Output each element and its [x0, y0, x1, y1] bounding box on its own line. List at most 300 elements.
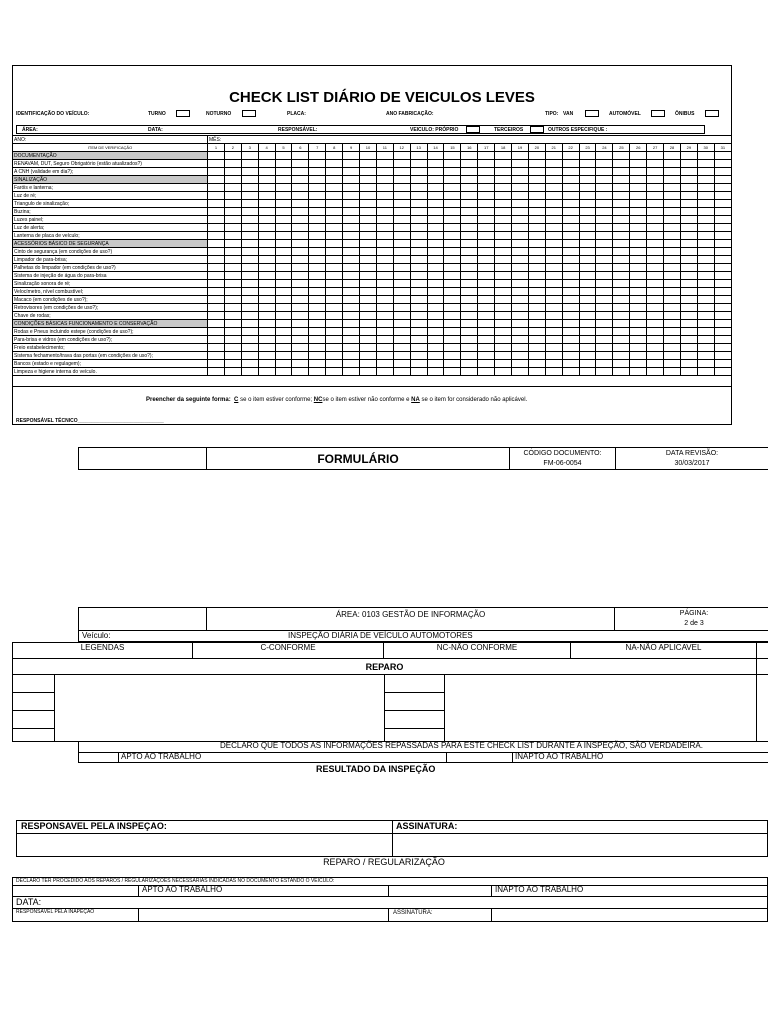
day-check-cell[interactable]: [512, 320, 529, 328]
day-check-cell[interactable]: [613, 280, 630, 288]
day-check-cell[interactable]: [680, 320, 697, 328]
day-check-cell[interactable]: [596, 192, 613, 200]
day-check-cell[interactable]: [326, 360, 343, 368]
day-check-cell[interactable]: [680, 344, 697, 352]
day-check-cell[interactable]: [613, 328, 630, 336]
day-check-cell[interactable]: [647, 320, 664, 328]
day-check-cell[interactable]: [630, 232, 647, 240]
day-check-cell[interactable]: [343, 192, 360, 200]
day-check-cell[interactable]: [495, 352, 512, 360]
day-check-cell[interactable]: [512, 168, 529, 176]
day-check-cell[interactable]: [495, 360, 512, 368]
day-check-cell[interactable]: [697, 168, 714, 176]
day-check-cell[interactable]: [562, 344, 579, 352]
day-check-cell[interactable]: [444, 232, 461, 240]
day-check-cell[interactable]: [275, 288, 292, 296]
day-check-cell[interactable]: [376, 272, 393, 280]
day-check-cell[interactable]: [258, 312, 275, 320]
day-check-cell[interactable]: [275, 296, 292, 304]
day-check-cell[interactable]: [495, 296, 512, 304]
day-check-cell[interactable]: [579, 176, 596, 184]
day-check-cell[interactable]: [309, 288, 326, 296]
day-check-cell[interactable]: [208, 224, 225, 232]
day-check-cell[interactable]: [376, 240, 393, 248]
day-check-cell[interactable]: [613, 216, 630, 224]
day-check-cell[interactable]: [275, 280, 292, 288]
day-check-cell[interactable]: [562, 184, 579, 192]
day-check-cell[interactable]: [613, 240, 630, 248]
day-check-cell[interactable]: [326, 256, 343, 264]
day-check-cell[interactable]: [647, 160, 664, 168]
day-check-cell[interactable]: [478, 160, 495, 168]
day-check-cell[interactable]: [360, 160, 377, 168]
day-check-cell[interactable]: [208, 192, 225, 200]
day-check-cell[interactable]: [444, 224, 461, 232]
day-check-cell[interactable]: [224, 248, 241, 256]
day-check-cell[interactable]: [714, 352, 731, 360]
day-check-cell[interactable]: [258, 248, 275, 256]
day-check-cell[interactable]: [343, 272, 360, 280]
day-check-cell[interactable]: [579, 336, 596, 344]
day-check-cell[interactable]: [258, 272, 275, 280]
day-check-cell[interactable]: [630, 256, 647, 264]
day-check-cell[interactable]: [613, 152, 630, 160]
day-check-cell[interactable]: [613, 176, 630, 184]
day-check-cell[interactable]: [714, 240, 731, 248]
day-check-cell[interactable]: [241, 264, 258, 272]
day-check-cell[interactable]: [241, 288, 258, 296]
day-check-cell[interactable]: [410, 352, 427, 360]
day-check-cell[interactable]: [562, 216, 579, 224]
day-check-cell[interactable]: [461, 200, 478, 208]
day-check-cell[interactable]: [275, 152, 292, 160]
day-check-cell[interactable]: [461, 272, 478, 280]
day-check-cell[interactable]: [444, 304, 461, 312]
day-check-cell[interactable]: [410, 232, 427, 240]
day-check-cell[interactable]: [241, 280, 258, 288]
day-check-cell[interactable]: [630, 224, 647, 232]
day-check-cell[interactable]: [360, 304, 377, 312]
day-check-cell[interactable]: [647, 248, 664, 256]
day-check-cell[interactable]: [714, 152, 731, 160]
day-check-cell[interactable]: [512, 232, 529, 240]
day-check-cell[interactable]: [393, 320, 410, 328]
day-check-cell[interactable]: [697, 216, 714, 224]
day-check-cell[interactable]: [275, 168, 292, 176]
day-check-cell[interactable]: [528, 304, 545, 312]
day-check-cell[interactable]: [495, 272, 512, 280]
day-check-cell[interactable]: [241, 328, 258, 336]
day-check-cell[interactable]: [258, 288, 275, 296]
day-check-cell[interactable]: [360, 152, 377, 160]
day-check-cell[interactable]: [512, 152, 529, 160]
day-check-cell[interactable]: [478, 208, 495, 216]
day-check-cell[interactable]: [478, 192, 495, 200]
day-check-cell[interactable]: [495, 312, 512, 320]
day-check-cell[interactable]: [326, 304, 343, 312]
day-check-cell[interactable]: [680, 360, 697, 368]
day-check-cell[interactable]: [241, 368, 258, 376]
day-check-cell[interactable]: [275, 208, 292, 216]
day-check-cell[interactable]: [478, 232, 495, 240]
day-check-cell[interactable]: [478, 184, 495, 192]
day-check-cell[interactable]: [326, 312, 343, 320]
day-check-cell[interactable]: [596, 240, 613, 248]
day-check-cell[interactable]: [427, 296, 444, 304]
day-check-cell[interactable]: [376, 192, 393, 200]
day-check-cell[interactable]: [444, 312, 461, 320]
day-check-cell[interactable]: [427, 288, 444, 296]
day-check-cell[interactable]: [512, 304, 529, 312]
day-check-cell[interactable]: [630, 328, 647, 336]
day-check-cell[interactable]: [410, 216, 427, 224]
day-check-cell[interactable]: [647, 200, 664, 208]
day-check-cell[interactable]: [630, 272, 647, 280]
day-check-cell[interactable]: [427, 320, 444, 328]
day-check-cell[interactable]: [528, 192, 545, 200]
day-check-cell[interactable]: [478, 320, 495, 328]
day-check-cell[interactable]: [512, 216, 529, 224]
day-check-cell[interactable]: [528, 312, 545, 320]
day-check-cell[interactable]: [360, 328, 377, 336]
day-check-cell[interactable]: [478, 248, 495, 256]
day-check-cell[interactable]: [224, 168, 241, 176]
day-check-cell[interactable]: [680, 352, 697, 360]
day-check-cell[interactable]: [562, 248, 579, 256]
day-check-cell[interactable]: [427, 160, 444, 168]
day-check-cell[interactable]: [697, 312, 714, 320]
day-check-cell[interactable]: [596, 312, 613, 320]
day-check-cell[interactable]: [579, 312, 596, 320]
day-check-cell[interactable]: [528, 240, 545, 248]
day-check-cell[interactable]: [664, 280, 681, 288]
day-check-cell[interactable]: [512, 288, 529, 296]
day-check-cell[interactable]: [427, 248, 444, 256]
day-check-cell[interactable]: [512, 176, 529, 184]
day-check-cell[interactable]: [241, 240, 258, 248]
day-check-cell[interactable]: [241, 360, 258, 368]
day-check-cell[interactable]: [613, 368, 630, 376]
day-check-cell[interactable]: [495, 248, 512, 256]
day-check-cell[interactable]: [461, 280, 478, 288]
day-check-cell[interactable]: [258, 216, 275, 224]
day-check-cell[interactable]: [343, 360, 360, 368]
day-check-cell[interactable]: [224, 184, 241, 192]
reparo-left-row-3[interactable]: [12, 710, 55, 729]
day-check-cell[interactable]: [376, 280, 393, 288]
day-check-cell[interactable]: [630, 168, 647, 176]
day-check-cell[interactable]: [478, 256, 495, 264]
day-check-cell[interactable]: [478, 336, 495, 344]
day-check-cell[interactable]: [562, 288, 579, 296]
day-check-cell[interactable]: [596, 152, 613, 160]
day-check-cell[interactable]: [292, 304, 309, 312]
day-check-cell[interactable]: [376, 344, 393, 352]
day-check-cell[interactable]: [427, 256, 444, 264]
day-check-cell[interactable]: [292, 232, 309, 240]
day-check-cell[interactable]: [224, 280, 241, 288]
day-check-cell[interactable]: [630, 288, 647, 296]
day-check-cell[interactable]: [562, 152, 579, 160]
day-check-cell[interactable]: [579, 232, 596, 240]
day-check-cell[interactable]: [410, 296, 427, 304]
day-check-cell[interactable]: [241, 272, 258, 280]
day-check-cell[interactable]: [360, 184, 377, 192]
day-check-cell[interactable]: [208, 168, 225, 176]
day-check-cell[interactable]: [596, 296, 613, 304]
day-check-cell[interactable]: [224, 368, 241, 376]
day-check-cell[interactable]: [343, 216, 360, 224]
day-check-cell[interactable]: [613, 304, 630, 312]
day-check-cell[interactable]: [444, 192, 461, 200]
day-check-cell[interactable]: [680, 304, 697, 312]
day-check-cell[interactable]: [596, 360, 613, 368]
day-check-cell[interactable]: [241, 152, 258, 160]
day-check-cell[interactable]: [714, 224, 731, 232]
day-check-cell[interactable]: [562, 192, 579, 200]
day-check-cell[interactable]: [410, 208, 427, 216]
day-check-cell[interactable]: [292, 184, 309, 192]
day-check-cell[interactable]: [664, 368, 681, 376]
day-check-cell[interactable]: [664, 200, 681, 208]
day-check-cell[interactable]: [360, 240, 377, 248]
day-check-cell[interactable]: [613, 288, 630, 296]
day-check-cell[interactable]: [427, 152, 444, 160]
day-check-cell[interactable]: [208, 248, 225, 256]
day-check-cell[interactable]: [461, 248, 478, 256]
day-check-cell[interactable]: [664, 256, 681, 264]
day-check-cell[interactable]: [545, 272, 562, 280]
day-check-cell[interactable]: [275, 344, 292, 352]
day-check-cell[interactable]: [647, 168, 664, 176]
day-check-cell[interactable]: [461, 312, 478, 320]
day-check-cell[interactable]: [528, 264, 545, 272]
day-check-cell[interactable]: [461, 320, 478, 328]
day-check-cell[interactable]: [714, 272, 731, 280]
day-check-cell[interactable]: [528, 344, 545, 352]
day-check-cell[interactable]: [579, 224, 596, 232]
day-check-cell[interactable]: [326, 248, 343, 256]
day-check-cell[interactable]: [309, 152, 326, 160]
day-check-cell[interactable]: [393, 248, 410, 256]
day-check-cell[interactable]: [697, 176, 714, 184]
day-check-cell[interactable]: [444, 256, 461, 264]
day-check-cell[interactable]: [309, 200, 326, 208]
day-check-cell[interactable]: [647, 304, 664, 312]
day-check-cell[interactable]: [444, 360, 461, 368]
day-check-cell[interactable]: [714, 328, 731, 336]
day-check-cell[interactable]: [495, 336, 512, 344]
day-check-cell[interactable]: [410, 280, 427, 288]
day-check-cell[interactable]: [562, 336, 579, 344]
day-check-cell[interactable]: [393, 312, 410, 320]
day-check-cell[interactable]: [393, 264, 410, 272]
day-check-cell[interactable]: [528, 160, 545, 168]
day-check-cell[interactable]: [714, 192, 731, 200]
day-check-cell[interactable]: [495, 176, 512, 184]
day-check-cell[interactable]: [309, 256, 326, 264]
day-check-cell[interactable]: [562, 256, 579, 264]
reparo-mid-row-1[interactable]: [384, 674, 445, 693]
day-check-cell[interactable]: [275, 264, 292, 272]
day-check-cell[interactable]: [427, 216, 444, 224]
day-check-cell[interactable]: [528, 208, 545, 216]
day-check-cell[interactable]: [664, 160, 681, 168]
day-check-cell[interactable]: [427, 208, 444, 216]
day-check-cell[interactable]: [647, 368, 664, 376]
day-check-cell[interactable]: [562, 352, 579, 360]
day-check-cell[interactable]: [461, 360, 478, 368]
day-check-cell[interactable]: [376, 168, 393, 176]
day-check-cell[interactable]: [495, 224, 512, 232]
day-check-cell[interactable]: [512, 256, 529, 264]
day-check-cell[interactable]: [478, 264, 495, 272]
day-check-cell[interactable]: [393, 368, 410, 376]
day-check-cell[interactable]: [444, 240, 461, 248]
day-check-cell[interactable]: [309, 248, 326, 256]
day-check-cell[interactable]: [326, 264, 343, 272]
day-check-cell[interactable]: [512, 240, 529, 248]
day-check-cell[interactable]: [647, 240, 664, 248]
day-check-cell[interactable]: [393, 328, 410, 336]
day-check-cell[interactable]: [376, 232, 393, 240]
day-check-cell[interactable]: [309, 368, 326, 376]
day-check-cell[interactable]: [579, 280, 596, 288]
day-check-cell[interactable]: [427, 336, 444, 344]
day-check-cell[interactable]: [664, 288, 681, 296]
day-check-cell[interactable]: [613, 360, 630, 368]
day-check-cell[interactable]: [376, 264, 393, 272]
day-check-cell[interactable]: [596, 232, 613, 240]
day-check-cell[interactable]: [545, 224, 562, 232]
day-check-cell[interactable]: [613, 272, 630, 280]
day-check-cell[interactable]: [393, 280, 410, 288]
day-check-cell[interactable]: [478, 216, 495, 224]
reparo-left-row-1[interactable]: [12, 674, 55, 693]
day-check-cell[interactable]: [376, 320, 393, 328]
day-check-cell[interactable]: [376, 256, 393, 264]
day-check-cell[interactable]: [241, 248, 258, 256]
day-check-cell[interactable]: [343, 280, 360, 288]
day-check-cell[interactable]: [545, 176, 562, 184]
day-check-cell[interactable]: [528, 184, 545, 192]
day-check-cell[interactable]: [478, 352, 495, 360]
responsavel-signature-field[interactable]: [16, 833, 393, 857]
day-check-cell[interactable]: [427, 192, 444, 200]
day-check-cell[interactable]: [680, 272, 697, 280]
day-check-cell[interactable]: [512, 160, 529, 168]
day-check-cell[interactable]: [630, 192, 647, 200]
day-check-cell[interactable]: [326, 328, 343, 336]
day-check-cell[interactable]: [258, 208, 275, 216]
day-check-cell[interactable]: [292, 344, 309, 352]
day-check-cell[interactable]: [461, 296, 478, 304]
day-check-cell[interactable]: [326, 272, 343, 280]
day-check-cell[interactable]: [664, 344, 681, 352]
day-check-cell[interactable]: [343, 200, 360, 208]
day-check-cell[interactable]: [393, 224, 410, 232]
day-check-cell[interactable]: [596, 224, 613, 232]
day-check-cell[interactable]: [360, 296, 377, 304]
day-check-cell[interactable]: [258, 296, 275, 304]
day-check-cell[interactable]: [224, 312, 241, 320]
day-check-cell[interactable]: [579, 296, 596, 304]
day-check-cell[interactable]: [528, 360, 545, 368]
reparo-mid-row-3[interactable]: [384, 710, 445, 729]
day-check-cell[interactable]: [613, 232, 630, 240]
day-check-cell[interactable]: [714, 216, 731, 224]
day-check-cell[interactable]: [224, 160, 241, 168]
day-check-cell[interactable]: [512, 336, 529, 344]
day-check-cell[interactable]: [647, 280, 664, 288]
day-check-cell[interactable]: [528, 288, 545, 296]
day-check-cell[interactable]: [343, 296, 360, 304]
day-check-cell[interactable]: [410, 304, 427, 312]
day-check-cell[interactable]: [714, 344, 731, 352]
day-check-cell[interactable]: [596, 272, 613, 280]
day-check-cell[interactable]: [208, 368, 225, 376]
day-check-cell[interactable]: [630, 360, 647, 368]
day-check-cell[interactable]: [545, 336, 562, 344]
day-check-cell[interactable]: [697, 256, 714, 264]
day-check-cell[interactable]: [326, 336, 343, 344]
day-check-cell[interactable]: [376, 160, 393, 168]
day-check-cell[interactable]: [697, 352, 714, 360]
day-check-cell[interactable]: [714, 280, 731, 288]
day-check-cell[interactable]: [545, 208, 562, 216]
day-check-cell[interactable]: [241, 168, 258, 176]
day-check-cell[interactable]: [478, 360, 495, 368]
day-check-cell[interactable]: [360, 288, 377, 296]
day-check-cell[interactable]: [528, 368, 545, 376]
day-check-cell[interactable]: [528, 328, 545, 336]
day-check-cell[interactable]: [258, 256, 275, 264]
day-check-cell[interactable]: [630, 344, 647, 352]
day-check-cell[interactable]: [545, 216, 562, 224]
day-check-cell[interactable]: [275, 192, 292, 200]
day-check-cell[interactable]: [562, 240, 579, 248]
day-check-cell[interactable]: [258, 320, 275, 328]
day-check-cell[interactable]: [664, 152, 681, 160]
day-check-cell[interactable]: [393, 344, 410, 352]
day-check-cell[interactable]: [528, 336, 545, 344]
day-check-cell[interactable]: [596, 176, 613, 184]
day-check-cell[interactable]: [647, 312, 664, 320]
day-check-cell[interactable]: [697, 280, 714, 288]
day-check-cell[interactable]: [714, 288, 731, 296]
day-check-cell[interactable]: [360, 232, 377, 240]
day-check-cell[interactable]: [630, 152, 647, 160]
day-check-cell[interactable]: [208, 336, 225, 344]
day-check-cell[interactable]: [461, 256, 478, 264]
day-check-cell[interactable]: [461, 368, 478, 376]
day-check-cell[interactable]: [528, 216, 545, 224]
day-check-cell[interactable]: [343, 352, 360, 360]
day-check-cell[interactable]: [697, 184, 714, 192]
day-check-cell[interactable]: [258, 344, 275, 352]
day-check-cell[interactable]: [512, 272, 529, 280]
day-check-cell[interactable]: [664, 216, 681, 224]
day-check-cell[interactable]: [208, 256, 225, 264]
day-check-cell[interactable]: [512, 184, 529, 192]
day-check-cell[interactable]: [427, 344, 444, 352]
day-check-cell[interactable]: [664, 168, 681, 176]
day-check-cell[interactable]: [208, 328, 225, 336]
day-check-cell[interactable]: [478, 296, 495, 304]
day-check-cell[interactable]: [495, 256, 512, 264]
day-check-cell[interactable]: [393, 256, 410, 264]
day-check-cell[interactable]: [241, 304, 258, 312]
